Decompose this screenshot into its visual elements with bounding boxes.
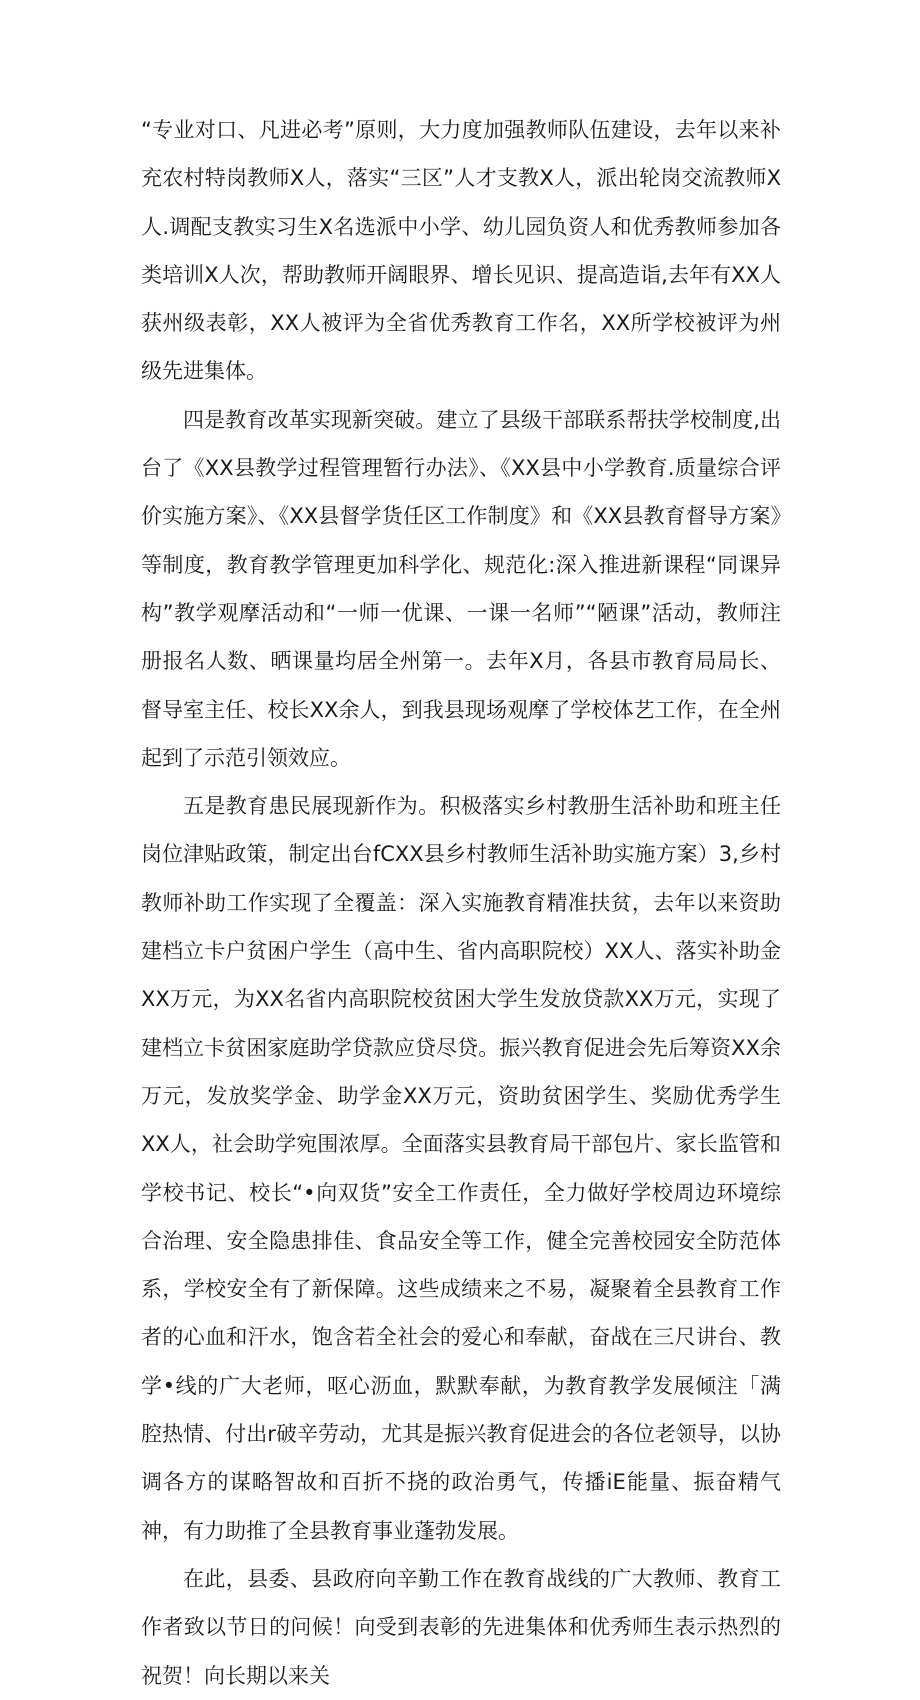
paragraph-continuation: “专业对口、凡进必考”原则，大力度加强教师队伍建设，去年以来补充农村特岗教师X人，落实“三区”人才支教X人，派出轮岗交流教师X人.调配支教实习生X名选派中小学、幼儿园负资人和优秀教师参加各类培训X人次，帮助教师开阔眼界、增长见识、提高造诣,去年有XX人获州级表彰，XX人被评为全省优秀教育工作名，XX所学校被评为州级先进集体。	[141, 118, 781, 384]
document-body	[141, 106, 781, 1700]
paragraph-education-reform: 四是教育改革实现新突破。建立了县级干部联系帮扶学校制度,出台了《XX县教学过程管理暂行办法》、《XX县中小学教育.质量综合评价实施方案》、《XX县督学货任区工作制度》和《XX县教育督导方案》等制度，教育教学管理更加科学化、规范化:深入推进新课程“同课异构”教学观摩活动和“一师一优课、一课一名师”“陋课”活动，教师注册报名人数、晒课量均居全州第一。去年X月，各县市教育局局长、督导室主任、校长XX余人，到我县现场观摩了学校体艺工作，在全州起到了示范引领效应。	[141, 407, 781, 770]
paragraph-education-benefit: 五是教育患民展现新作为。积极落实乡村教册生活补助和班主任岗位津贴政策，制定出台fCXX县乡村教师生活补助实施方案）3,乡村教师补助工作实现了全覆盖：深入实施教育精准扶贫，去年以来资助建档立卡户贫困户学生（高中生、省内高职院校）XX人、落实补助金XX万元，为XX名省内高职院校贫困大学生发放贷款XX万元，实现了建档立卡贫困家庭助学贷款应贷尽贷。振兴教育促进会先后筹资XX余万元，发放奖学金、助学金XX万元，资助贫困学生、奖励优秀学生XX人，社会助学宛围浓厚。全面落实县教育局干部包片、家长监管和学校书记、校长“•向双货”安全工作责任，全力做好学校周边环境综合治理、安全隐患排佳、食品安全等工作，健全完善校园安全防范体系，学校安全有了新保障。这些成绩来之不易，凝聚着全县教育工作者的心血和汗水，饱含若全社会的爱心和奉献，奋战在三尺讲台、教学•线的广大老师，呕心沥血，默默奉献，为教育教学发展倾注「满腔热情、付出r破辛劳动，尤其是振兴教育促进会的各位老领导，以协调各方的谋略智故和百折不挠的政治勇气，传播iE能量、振奋精气神，有力助推了全县教育事业蓬勃发展。	[141, 794, 781, 1543]
paragraph-greetings: 在此，县委、县政府向辛勤工作在教育战线的广大教师、教育工作者致以节日的问候！向受到表彰的先进集体和优秀师生表示热烈的祝贺！向长期以来关	[141, 1566, 781, 1688]
